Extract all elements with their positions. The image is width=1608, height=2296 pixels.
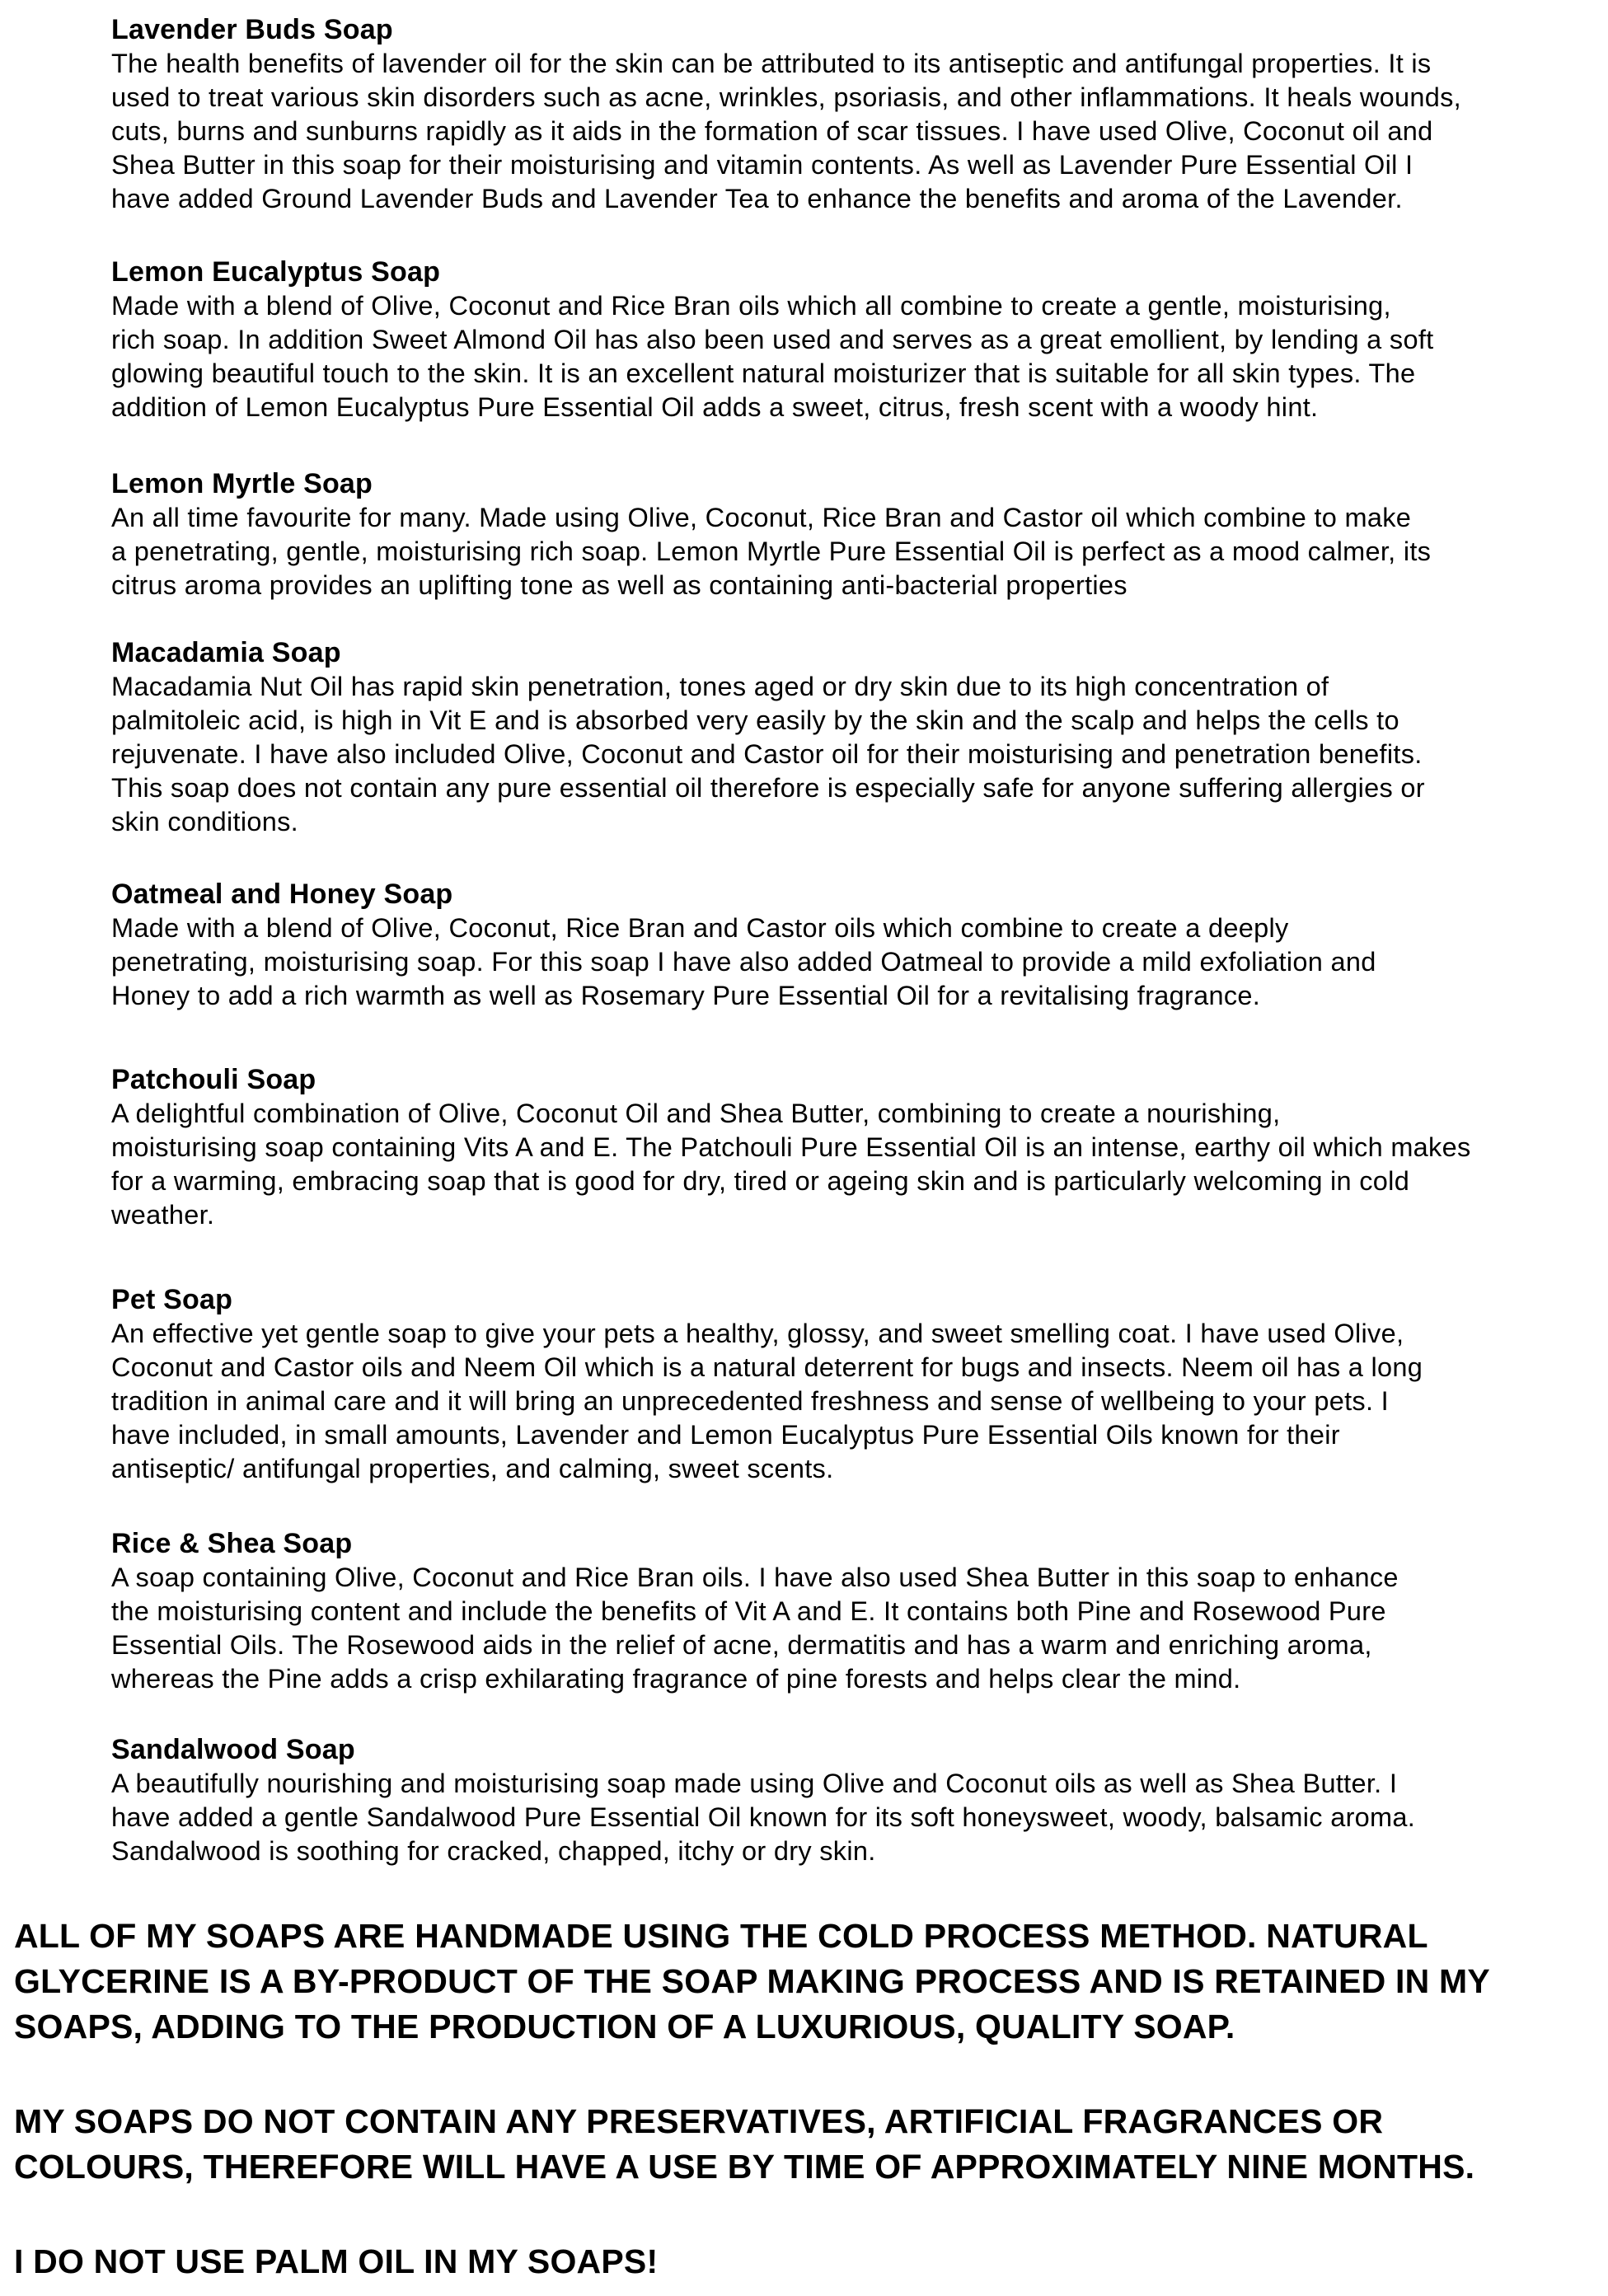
description-line: glowing beautiful touch to the skin. It is an excellent natural moisturizer that is suitable for all skin types. The [111,358,1416,388]
description-line: moisturising soap containing Vits A and E. The Patchouli Pure Essential Oil is an intense, earthy oil which makes [111,1132,1471,1162]
soap-section-lemon-eucalyptus [111,255,1595,424]
description-line: cuts, burns and sunburns rapidly as it aids in the formation of scar tissues. I have used Olive, Coconut oil and [111,116,1433,146]
description-line: a penetrating, gentle, moisturising rich soap. Lemon Myrtle Pure Essential Oil is perfect as a mood calmer, its [111,537,1432,566]
notice-line: COLOURS, THEREFORE WILL HAVE A USE BY TIME OF APPROXIMATELY NINE MONTHS. [14,2148,1475,2186]
description-line: have included, in small amounts, Lavender and Lemon Eucalyptus Pure Essential Oils known for their [111,1420,1340,1450]
description-line: weather. [111,1200,215,1230]
soap-title: Lemon Eucalyptus Soap [111,256,441,288]
description-line: Coconut and Castor oils and Neem Oil which is a natural deterrent for bugs and insects. Neem oil has a long [111,1352,1423,1382]
description-line: An all time favourite for many. Made using Olive, Coconut, Rice Bran and Castor oil which combine to make [111,503,1412,532]
soap-title: Lavender Buds Soap [111,14,393,45]
soap-description [111,911,1595,1013]
description-line: have added a gentle Sandalwood Pure Essential Oil known for its soft honeysweet, woody, balsamic aroma. [111,1802,1416,1832]
description-line: rich soap. In addition Sweet Almond Oil has also been used and serves as a great emollient, by lending a soft [111,325,1434,354]
soap-section-rice-shea [111,1527,1595,1696]
notice-cold-process [14,1914,1596,2050]
soap-section-macadamia [111,636,1595,839]
notice-no-palm-oil [14,2239,1596,2284]
soap-description [111,670,1595,839]
description-line: for a warming, embracing soap that is good for dry, tired or ageing skin and is particularly welcoming in cold [111,1166,1410,1196]
soap-section-patchouli [111,1063,1595,1232]
description-line: Made with a blend of Olive, Coconut and Rice Bran oils which all combine to create a gentle, moisturising, [111,291,1391,321]
description-line: citrus aroma provides an uplifting tone as well as containing anti-bacterial properties [111,570,1127,600]
description-line: have added Ground Lavender Buds and Lavender Tea to enhance the benefits and aroma of the Lavender. [111,184,1403,213]
soap-description [111,501,1595,602]
description-line: Honey to add a rich warmth as well as Rosemary Pure Essential Oil for a revitalising fragrance. [111,981,1261,1010]
description-line: A soap containing Olive, Coconut and Rice Bran oils. I have also used Shea Butter in this soap to enhance [111,1563,1399,1592]
description-line: antiseptic/ antifungal properties, and calming, sweet scents. [111,1454,834,1483]
notice-line: MY SOAPS DO NOT CONTAIN ANY PRESERVATIVES, ARTIFICIAL FRAGRANCES OR [14,2102,1384,2140]
soap-title: Lemon Myrtle Soap [111,468,373,499]
soap-section-sandalwood [111,1733,1595,1868]
soap-description [111,1097,1595,1232]
soap-section-lemon-myrtle [111,467,1595,602]
soap-title: Sandalwood Soap [111,1734,355,1765]
soap-section-lavender-buds [111,13,1595,216]
soap-description [111,1317,1595,1486]
notice-line: I DO NOT USE PALM OIL IN MY SOAPS! [14,2242,659,2280]
soap-title: Oatmeal and Honey Soap [111,879,453,910]
notice-line: GLYCERINE IS A BY-PRODUCT OF THE SOAP MAKING PROCESS AND IS RETAINED IN MY [14,1962,1490,2000]
description-line: addition of Lemon Eucalyptus Pure Essential Oil adds a sweet, citrus, fresh scent with a woody hint. [111,392,1319,422]
soap-description [111,289,1595,424]
description-line: Shea Butter in this soap for their moisturising and vitamin contents. As well as Lavender Pure Essential Oil I [111,150,1413,180]
soap-description [111,1767,1595,1868]
notice-line: SOAPS, ADDING TO THE PRODUCTION OF A LUXURIOUS, QUALITY SOAP. [14,2008,1235,2045]
description-line: the moisturising content and include the benefits of Vit A and E. It contains both Pine and Rosewood Pure [111,1596,1386,1626]
description-line: skin conditions. [111,807,298,836]
soap-section-oatmeal-honey [111,878,1595,1013]
description-line: Essential Oils. The Rosewood aids in the relief of acne, dermatitis and has a warm and enriching aroma, [111,1630,1372,1660]
description-line: used to treat various skin disorders such as acne, wrinkles, psoriasis, and other inflammations. It heals wounds, [111,82,1461,112]
description-line: tradition in animal care and it will bring an unprecedented freshness and sense of wellbeing to your pets. I [111,1386,1389,1416]
description-line: Macadamia Nut Oil has rapid skin penetration, tones aged or dry skin due to its high concentration of [111,672,1329,701]
description-line: Made with a blend of Olive, Coconut, Rice Bran and Castor oils which combine to create a deeply [111,913,1289,943]
description-line: palmitoleic acid, is high in Vit E and is absorbed very easily by the skin and the scalp and helps the cells to [111,705,1399,735]
soap-description [111,1561,1595,1696]
soap-title: Rice & Shea Soap [111,1528,353,1559]
notice-no-preservatives [14,2099,1596,2190]
soap-title: Macadamia Soap [111,637,341,668]
soap-title: Patchouli Soap [111,1064,316,1095]
description-line: An effective yet gentle soap to give your pets a healthy, glossy, and sweet smelling coat. I have used Olive, [111,1319,1404,1348]
notice-line: ALL OF MY SOAPS ARE HANDMADE USING THE COLD PROCESS METHOD. NATURAL [14,1917,1428,1955]
description-line: A beautifully nourishing and moisturising soap made using Olive and Coconut oils as well as Shea Butter. I [111,1769,1398,1798]
description-line: penetrating, moisturising soap. For this soap I have also added Oatmeal to provide a mild exfoliation and [111,947,1376,977]
description-line: whereas the Pine adds a crisp exhilarating fragrance of pine forests and helps clear the mind. [111,1664,1241,1694]
description-line: Sandalwood is soothing for cracked, chapped, itchy or dry skin. [111,1836,876,1866]
description-line: This soap does not contain any pure essential oil therefore is especially safe for anyone suffering allergies or [111,773,1425,803]
soap-title: Pet Soap [111,1284,233,1315]
soap-section-pet [111,1283,1595,1486]
soap-description [111,47,1595,216]
description-line: The health benefits of lavender oil for the skin can be attributed to its antiseptic and antifungal properties. It is [111,49,1432,78]
description-line: rejuvenate. I have also included Olive, Coconut and Castor oil for their moisturising and penetration benefits. [111,739,1423,769]
description-line: A delightful combination of Olive, Coconut Oil and Shea Butter, combining to create a nourishing, [111,1099,1281,1128]
